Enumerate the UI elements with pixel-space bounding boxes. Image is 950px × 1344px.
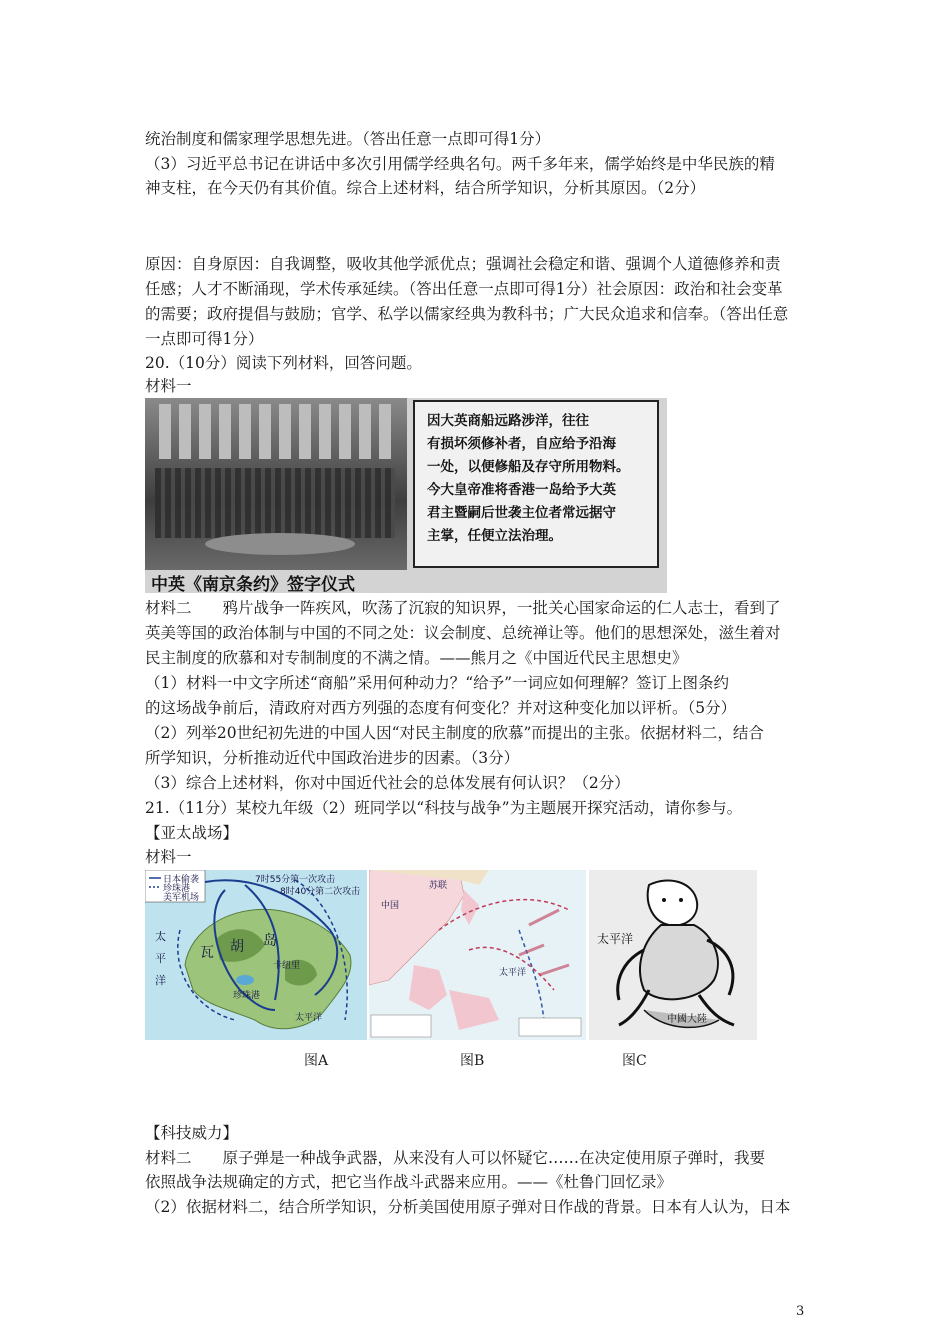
text-line: 统治制度和儒家理学思想先进。（答出任意一点即可得1分） <box>145 130 551 148</box>
treaty-text-line: 主掌，任便立法治理。 <box>427 528 562 544</box>
answer-line: 的需要；政府提倡与鼓励；官学、私学以儒家经典为教科书；广大民众追求和信奉。（答出任意 <box>145 305 789 323</box>
question-20-heading: 20.（10分）阅读下列材料，回答问题。 <box>145 354 422 372</box>
figure-c-caption: 图C <box>622 1053 647 1069</box>
legend-label: 美军机场 <box>163 893 200 903</box>
section-asia-pacific: 【亚太战场】 <box>145 824 239 842</box>
legend-label: 日本偷袭 <box>163 875 200 885</box>
material-two-line: 材料二 原子弹是一种战争武器，从来没有人可以怀疑它……在决定使用原子弹时，我要 <box>145 1149 766 1167</box>
map-label: 瓦 <box>200 945 214 961</box>
question-20-1: 的这场战争前后，清政府对西方列强的态度有何变化？并对这种变化加以评析。（5分） <box>145 699 737 717</box>
treaty-text-line: 一处，以便修船及存守所用物料。 <box>427 459 630 475</box>
material-one-label: 材料一 <box>145 848 192 866</box>
figure-a-caption: 图A <box>304 1053 329 1069</box>
map-label: 岛 <box>263 933 277 949</box>
cartoon-label: 中國大陸 <box>667 1014 707 1025</box>
material-two-line: 依照战争法规确定的方式，把它当作战斗武器来应用。——《杜鲁门回忆录》 <box>145 1173 673 1191</box>
map-label: 8时40分第二次攻击 <box>280 887 361 897</box>
figure-b-pacific-map <box>369 870 586 1040</box>
signing-ceremony-photo <box>145 398 407 570</box>
section-tech-power: 【科技威力】 <box>145 1124 239 1142</box>
map-label: 珍珠港 <box>233 991 261 1001</box>
question-20-2: （2）列举20世纪初先进的中国人因“对民主制度的欣慕”而提出的主张。依据材料二，结合 <box>145 724 764 742</box>
map-label: 苏联 <box>429 881 448 891</box>
map-label: 7时55分第一次攻击 <box>255 875 336 885</box>
figure-a-pearl-harbor-map <box>145 870 367 1040</box>
question-21-heading: 21.（11分）某校九年级（2）班同学以“科技与战争”为主题展开探究活动，请你参与。 <box>145 799 743 817</box>
material-two-line: 英美等国的政治体制与中国的不同之处：议会制度、总统禅让等。他们的思想深处，滋生着对 <box>145 624 781 642</box>
treaty-text-line: 今大皇帝准将香港一岛给予大英 <box>427 482 616 498</box>
material-two-line: 民主制度的欣慕和对专制制度的不满之情。——熊月之《中国近代民主思想史》 <box>145 649 688 667</box>
figure-b-caption: 图B <box>460 1053 485 1069</box>
map-label: 中国 <box>381 901 400 911</box>
text-line: 神支柱，在今天仍有其价值。综合上述材料，结合所学知识，分析其原因。（2分） <box>145 179 706 197</box>
material-one-label: 材料一 <box>145 377 192 395</box>
question-20-3: （3）综合上述材料，你对中国近代社会的总体发展有何认识？（2分） <box>145 774 630 792</box>
treaty-text-box <box>413 400 659 568</box>
answer-line: 一点即可得1分） <box>145 330 264 348</box>
cartoon-label: 太平洋 <box>597 932 634 946</box>
answer-line: 原因：自身原因：自我调整，吸收其他学派优点；强调社会稳定和谐、强调个人道德修养和责 <box>145 255 781 273</box>
map-label: 太 <box>155 930 166 943</box>
treaty-text-line: 君主暨嗣后世袭主位者常远据守 <box>427 505 616 521</box>
material-two-line: 材料二 鸦片战争一阵疾风，吹荡了沉寂的知识界，一批关心国家命运的仁人志士，看到了 <box>145 599 781 617</box>
map-label: 卡纽里 <box>273 961 301 971</box>
map-label: 太平洋 <box>295 1013 323 1023</box>
map-label: 洋 <box>155 974 166 987</box>
question-21-2: （2）依据材料二，结合所学知识，分析美国使用原子弹对日作战的背景。日本有人认为，日本 <box>145 1198 791 1216</box>
figure-c-cartoon <box>589 870 757 1040</box>
map-label: 太平洋 <box>499 968 527 978</box>
question-20-2: 所学知识，分析推动近代中国政治进步的因素。（3分） <box>145 749 520 767</box>
question-20-1: （1）材料一中文字所述“商船”采用何种动力？“给予”一词应如何理解？签订上图条约 <box>145 674 730 692</box>
question-19-3: （3）习近平总书记在讲话中多次引用儒学经典名句。两千多年来，儒学始终是中华民族的精 <box>145 155 775 173</box>
answer-line: 任感；人才不断涌现，学术传承延续。（答出任意一点即可得1分）社会原因：政治和社会变革 <box>145 280 783 298</box>
map-label: 平 <box>155 952 166 965</box>
nanjing-treaty-image <box>145 398 667 593</box>
page-number: 3 <box>796 1304 805 1319</box>
treaty-text-line: 因大英商船远路涉洋，往往 <box>427 413 589 429</box>
treaty-text-line: 有损坏须修补者，自应给予沿海 <box>427 436 616 452</box>
treaty-caption: 中英《南京条约》签字仪式 <box>151 575 355 593</box>
legend-label: 珍珠港 <box>163 884 191 894</box>
map-label: 胡 <box>230 939 244 955</box>
